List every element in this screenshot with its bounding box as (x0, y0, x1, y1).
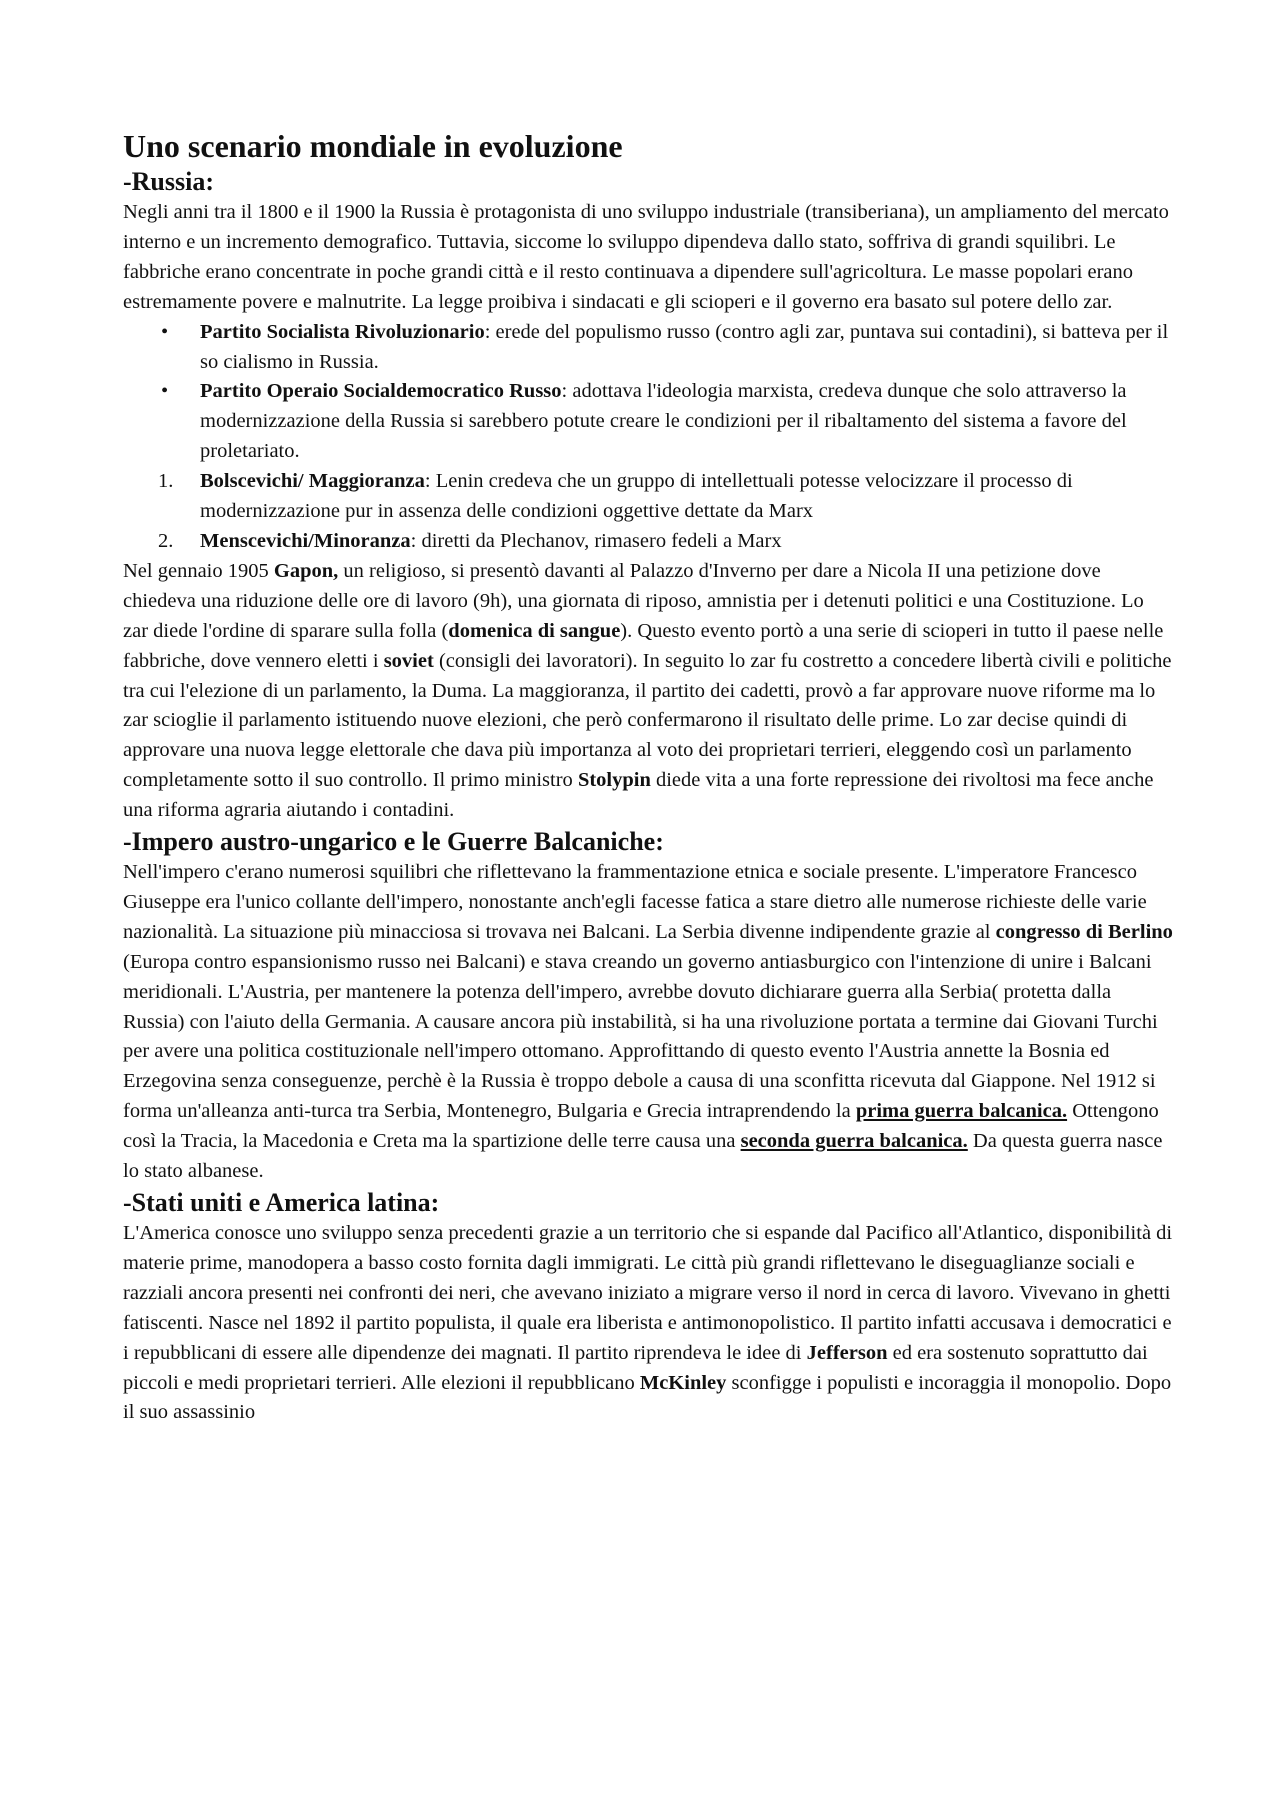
bold-term-mckinley: McKinley (639, 1371, 727, 1394)
text-run: sconfigge i populisti e incoraggia il monopolio. Dopo il suo assassinio (123, 1371, 1172, 1424)
document-content (123, 126, 1173, 1428)
list-item-term: Partito Operaio Socialdemocratico Russo (200, 380, 562, 403)
bold-term-seconda-guerra-balcanica: seconda guerra balcanica. (740, 1130, 968, 1153)
list-item (123, 527, 1173, 557)
text-run: Da questa guerra nasce lo stato albanese. (123, 1130, 1163, 1183)
russia-1905-paragraph (123, 557, 1173, 826)
bold-term-domenica-di-sangue: domenica di sangue (448, 619, 621, 642)
bullet-list (123, 318, 1173, 468)
text-run: Ottengono così la Tracia, la Macedonia e Creta ma la spartizione delle terre causa una (123, 1100, 1159, 1153)
text-run: diede vita a una forte repressione dei rivoltosi ma fece anche una riforma agraria aiutando i contadini. (123, 769, 1154, 822)
bold-term-prima-guerra-balcanica: prima guerra balcanica. (855, 1100, 1068, 1123)
austria-paragraph (123, 858, 1173, 1187)
text-run: (consigli dei lavoratori). In seguito lo zar fu costretto a concedere libertà civili e politiche tra cui l'elezione di un parlamento, la Duma. La maggioranza, il partito dei cadetti, provò a far approvare nuove riforme ma lo zar scioglie il parlamento istituendo nuove elezioni, che però confermarono il risultato delle prime. Lo zar decise quindi di approvare una nuova legge elettorale che dava più importanza al voto dei proprietari terrieri, eleggendo così un parlamento completamente sotto il suo controllo. Il primo ministro (123, 649, 1172, 792)
list-item-text: : erede del populismo russo (contro agli zar, puntava sui contadini), si batteva per il so cialismo in Russia. (200, 320, 1169, 373)
list-item (123, 467, 1173, 527)
document-title: Uno scenario mondiale in evoluzione (123, 128, 623, 164)
list-item (123, 318, 1173, 378)
list-item (123, 377, 1173, 467)
russia-intro-paragraph: Negli anni tra il 1800 e il 1900 la Russia è protagonista di uno sviluppo industriale (transiberiana), un ampliamento del mercato interno e un incremento demografico. Tuttavia, siccome lo sviluppo dipendeva dallo stato, soffriva di grandi squilibri. Le fabbriche erano concentrate in poche grandi città e il resto continuava a dipendere sull'agricoltura. Le masse popolari erano estremamente povere e malnutrite. La legge proibiva i sindacati e gli scioperi e il governo era basato sul potere dello zar. (123, 201, 1169, 313)
text-run: Nell'impero c'erano numerosi squilibri che riflettevano la frammentazione etnica e sociale presente. L'imperatore Francesco Giuseppe era l'unico collante dell'impero, nonostante anch'egli facesse fatica a stare dietro alle numerose richieste delle varie nazionalità. La situazione più minacciosa si trovava nei Balcani. La Serbia divenne indipendente grazie al (123, 861, 1147, 943)
text-run: (Europa contro espansionismo russo nei Balcani) e stava creando un governo antiasburgico con l'intenzione di unire i Balcani meridionali. L'Austria, per mantenere la potenza dell'impero, avrebbe dovuto dichiarare guerra alla Serbia( protetta dalla Russia) con l'aiuto della Germania. A causare ancora più instabilità, si ha una rivoluzione portata a termine dai Giovani Turchi per avere una politica costituzionale nell'impero ottomano. Approfittando di questo evento l'Austria annette la Bosnia ed Erzegovina senza conseguenze, perchè è la Russia è troppo debole a causa di una sconfitta ricevuta dal Giappone. Nel 1912 si forma un'alleanza anti-turca tra Serbia, Montenegro, Bulgaria e Grecia intraprendendo la (123, 950, 1158, 1123)
bullet-marker: • (161, 320, 169, 343)
bold-term-jefferson: Jefferson (806, 1341, 888, 1364)
list-item-term: Menscevichi/Minoranza (200, 529, 411, 552)
list-item-term: Partito Socialista Rivoluzionario (200, 320, 485, 343)
list-item-term: Bolscevichi/ Maggioranza (200, 470, 425, 493)
numbered-list (123, 467, 1173, 557)
number-marker: 1. (158, 470, 174, 493)
bold-term-congresso-di-berlino: congresso di Berlino (995, 920, 1173, 943)
list-item-text: : diretti da Plechanov, rimasero fedeli a Marx (410, 529, 782, 552)
number-marker: 2. (158, 529, 174, 552)
bullet-marker: • (161, 380, 169, 403)
text-run: ). Questo evento portò a una serie di scioperi in tutto il paese nelle fabbriche, dove vennero eletti i (123, 619, 1164, 672)
text-run: ed era sostenuto soprattutto dai piccoli e medi proprietari terrieri. Alle elezioni il repubblicano (123, 1341, 1148, 1394)
list-item-text: : adottava l'ideologia marxista, credeva dunque che solo attraverso la modernizzazione della Russia si sarebbero potute creare le condizioni per il ribaltamento del sistema a favore del proletariato. (200, 380, 1127, 463)
text-run: Nel gennaio 1905 (123, 559, 274, 582)
usa-paragraph (123, 1219, 1173, 1428)
text-run: L'America conosce uno sviluppo senza precedenti grazie a un territorio che si espande dal Pacifico all'Atlantico, disponibilità di materie prime, manodopera a basso costo fornita dagli immigrati. Le città più grandi riflettevano le diseguaglianze sociali e razziali ancora presenti nei confronti dei neri, che avevano iniziato a migrare verso il nord in cerca di lavoro. Vivevano in ghetti fatiscenti. Nasce nel 1892 il partito populista, il quale era liberista e antimonopolistico. Il partito infatti accusava i democratici e i repubblicani di essere alle dipendenze dei magnati. Il partito riprendeva le idee di (123, 1222, 1173, 1364)
section-heading-usa: -Stati uniti e America latina: (123, 1188, 440, 1217)
section-heading-austria: -Impero austro-ungarico e le Guerre Balcaniche: (123, 827, 664, 857)
bold-term-gapon: Gapon, (273, 559, 339, 582)
bold-term-stolypin: Stolypin (577, 769, 651, 792)
list-item-text: : Lenin credeva che un gruppo di intellettuali potesse velocizzare il processo di modernizzazione pur in assenza delle condizioni oggettive dettate da Marx (200, 470, 1073, 523)
bold-term-soviet: soviet (383, 649, 434, 672)
section-heading-russia: -Russia: (123, 167, 215, 196)
text-run: un religioso, si presentò davanti al Palazzo d'Inverno per dare a Nicola II una petizione dove chiedeva una riduzione delle ore di lavoro (9h), una giornata di riposo, amnistia per i detenuti politici e una Costituzione. Lo zar diede l'ordine di sparare sulla folla ( (123, 559, 1144, 642)
